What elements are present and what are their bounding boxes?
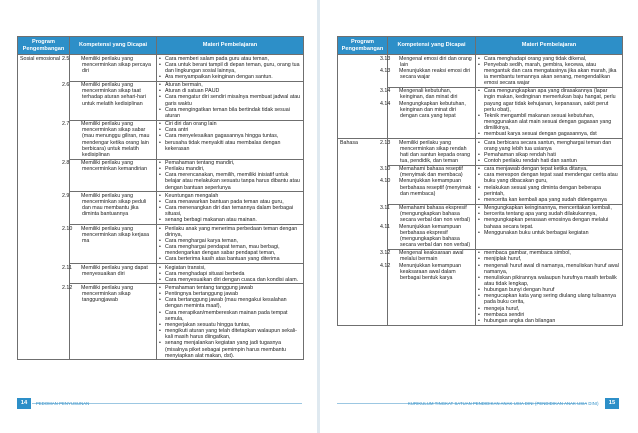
materi-list xyxy=(478,250,620,324)
kompetensi-text: Memiliki perilaku yang mencerminkan sikap tanggungjawab xyxy=(81,284,134,304)
materi-cell xyxy=(157,264,304,284)
kompetensi-cell xyxy=(380,165,476,204)
footer-title: KURIKULUM TINGKAT SATUAN PENDIDIKAN ANAK USIA DINI (PENDIDIKAN ANAK USIA DINI) xyxy=(408,401,599,406)
materi-item: • senang menjalankan kegiatan yang jadi tugasnya (misalnya piket sebagai pemimpin harus membantu menyiapkan alat makan, dst). xyxy=(159,340,301,358)
header-kompetensi: Kompetensi yang Dicapai xyxy=(388,37,476,55)
kompetensi-number: 3.10 xyxy=(380,166,391,173)
materi-item: • mencerita kan kembali apa yang sudah didengarnya xyxy=(478,197,620,203)
materi-item: • membaca gambar, membaca simbol, xyxy=(478,250,620,256)
kompetensi-item xyxy=(380,100,473,119)
kompetensi-text: Menunjukkan reaksi emosi diri secara wajar xyxy=(399,67,471,80)
curriculum-table-right xyxy=(337,36,623,326)
materi-cell xyxy=(476,204,623,249)
materi-list xyxy=(159,121,301,152)
materi-item: • Cara mengatur diri sendiri misalnya membuat jadwal atau garis waktu xyxy=(159,94,301,106)
page-number: 15 xyxy=(605,398,619,409)
kompetensi-item xyxy=(62,160,154,173)
kompetensi-cell xyxy=(62,81,157,120)
table-header-row xyxy=(338,37,623,55)
kompetensi-text: Memiliki perilaku yang mencerminkan sikap rendah hati dan santun kepada orang tua, pendidik, dan teman xyxy=(399,139,471,164)
materi-cell xyxy=(476,55,623,88)
materi-list xyxy=(159,285,301,359)
materi-list xyxy=(478,166,620,203)
materi-item: • menuliskan pikirannya walaupun hurufnya masih terbalik atau tidak lengkap, xyxy=(478,275,620,287)
kompetensi-number: 2.7 xyxy=(62,121,70,128)
materi-item: • Cara menghargai pendapat teman, mau berbagi, mendengarkan dengan sabar pendapat teman, xyxy=(159,244,301,256)
materi-cell xyxy=(476,87,623,138)
materi-list xyxy=(159,160,301,191)
materi-item: • Cara mengungkapkan apa yang dirasakannya (lapar ingin makan, kedinginan memerlukan baju hangat, perlu payung agar tidak kehujanan, kepanasan, sakit perut perlu obat), xyxy=(478,88,620,113)
materi-item: • Aturan bermain, xyxy=(159,82,301,88)
kompetensi-text: Memiliki perilaku yang mencerminkan sikap taat terhadap aturan sehari-hari untuk melatih kedisiplinan xyxy=(81,82,146,107)
materi-cell xyxy=(476,249,623,325)
materi-item: • Keuntungan mengalah xyxy=(159,193,301,199)
materi-list xyxy=(159,193,301,224)
materi-item: • Cara merapikan/membereskan mainan pada tempat semula, xyxy=(159,310,301,322)
materi-item: • mengungkapkan perasaan emosinya dengan melalui bahasa secara tepat. xyxy=(478,217,620,229)
header-materi: Materi Pembelajaran xyxy=(157,37,304,55)
materi-item: • Pemahaman tentang tanggung jawab xyxy=(159,285,301,291)
kompetensi-number: 3.13 xyxy=(380,55,391,62)
materi-list xyxy=(478,140,620,165)
header-kompetensi: Kompetensi yang Dicapai xyxy=(70,37,157,55)
kompetensi-cell xyxy=(380,249,476,325)
materi-cell xyxy=(157,81,304,120)
materi-item: • membuat karya sesuai dengan gagasannya, dst xyxy=(478,131,620,137)
kompetensi-cell xyxy=(380,139,476,166)
materi-item: • Pentingnya bertanggung jawab xyxy=(159,291,301,297)
table-row xyxy=(18,55,304,82)
materi-item: • Cara menawarkan bantuan pada teman atau guru, xyxy=(159,199,301,205)
kompetensi-item xyxy=(62,225,154,244)
kompetensi-text: Mengenal keaksaraan awal melalui bermain xyxy=(399,250,464,263)
materi-cell xyxy=(157,284,304,360)
materi-item: • hubungan bunyi dengan huruf xyxy=(478,287,620,293)
materi-item: • Cara menyelesaikan gagasannya hingga tuntas, xyxy=(159,133,301,139)
kompetensi-item xyxy=(380,250,473,263)
kompetensi-item xyxy=(62,121,154,158)
materi-item: • Cara menghargai karya teman, xyxy=(159,238,301,244)
materi-item: • Cara merencanakan, memilih, memiliki inisiatif untuk belajar atau melakukan sesuatu tanpa harus dibantu atau dengan bantuan seperlunya xyxy=(159,172,301,190)
kompetensi-number: 2.9 xyxy=(62,192,70,199)
kompetensi-text: Menunjukkan kemampuan keaksaraan awal dalam berbagai bentuk karya xyxy=(399,262,462,281)
kompetensi-text: Memahami bahasa ekspresif (mengungkapkan bahasa secara verbal dan non verbal) xyxy=(399,205,471,224)
materi-list xyxy=(159,226,301,263)
materi-item: • Contoh perilaku rendah hati dan santun xyxy=(478,158,620,164)
materi-item: • menjiplak huruf, xyxy=(478,256,620,262)
materi-cell xyxy=(157,120,304,159)
program-cell: Bahasa xyxy=(338,139,388,326)
kompetensi-cell xyxy=(380,55,476,88)
kompetensi-number: 2.12 xyxy=(62,284,73,291)
curriculum-table-left xyxy=(17,36,304,360)
materi-item: • Perilaku mandiri, xyxy=(159,166,301,172)
materi-list xyxy=(159,265,301,283)
kompetensi-number: 4.13 xyxy=(380,67,391,74)
page-number: 14 xyxy=(17,398,31,409)
kompetensi-cell xyxy=(62,159,157,192)
materi-item: • Cara berterima kasih atas bantuan yang diterima xyxy=(159,256,301,262)
kompetensi-text: Menunjukkan kemampuan berbahasa reseptif (menyimak dan membaca) xyxy=(399,178,472,197)
materi-list xyxy=(478,205,620,236)
kompetensi-cell xyxy=(62,55,157,82)
program-cell: Sosial emosional xyxy=(18,55,70,360)
kompetensi-text: Memiliki perilaku yang mencerminkan sikap sabar (mau menunggu giliran, mau mendengar ketika orang lain berbicara) untuk melatih kedisiplinan xyxy=(81,121,150,158)
materi-item: • Cara memberi salam pada guru atau teman, xyxy=(159,56,301,62)
kompetensi-cell xyxy=(62,120,157,159)
materi-item: • Cara antri xyxy=(159,127,301,133)
materi-item: • mengenali huruf awal di namanya, menuliskan huruf awal namanya, xyxy=(478,263,620,275)
materi-item: • Cara menenangkan diri dan temannya dalam berbagai situasi, xyxy=(159,205,301,217)
materi-item: • berusaha tidak menyakiti atau membalas dengan kekerasan xyxy=(159,140,301,152)
materi-cell xyxy=(157,225,304,264)
kompetensi-text: Memiliki perilaku yang mencerminkan sikap peduli dan mau membantu jika diminta bantuannya xyxy=(81,192,147,218)
materi-item: • mengeja huruf, xyxy=(478,306,620,312)
kompetensi-item xyxy=(380,67,473,80)
kompetensi-number: 3.12 xyxy=(380,250,391,257)
table-row xyxy=(338,139,623,166)
kompetensi-number: 2.10 xyxy=(62,225,73,232)
kompetensi-item xyxy=(380,205,473,224)
materi-item: • Cara menyesuaikan diri dengan cuaca dan kondisi alam. xyxy=(159,277,301,283)
materi-item: • mengucapkan kata yang sering diulang ulang tulisannya pada buku cerita, xyxy=(478,293,620,305)
materi-item: • Cara berbicara secara santun, menghargai teman dan orang yang lebih tua usianya xyxy=(478,140,620,152)
materi-item: • melakukan sesuai yang diminta dengan beberapa perintah, xyxy=(478,185,620,197)
materi-item: • mengerjakan sesuatu hingga tuntas, xyxy=(159,322,301,328)
kompetensi-number: 3.14 xyxy=(380,88,391,95)
kompetensi-number: 2.6 xyxy=(62,82,70,89)
kompetensi-cell xyxy=(62,264,157,284)
kompetensi-number: 2.5 xyxy=(62,55,70,62)
materi-item: • Ara menyampaikan keinginan dengan santun. xyxy=(159,74,301,80)
materi-item: • Cara untuk berani tampil di depan teman, guru, orang tua dan lingkungan sosial lainnya, xyxy=(159,62,301,74)
kompetensi-text: Memiliki perilaku yang dapat menyesuaikan diri xyxy=(81,264,148,277)
kompetensi-text: Mengenal emosi diri dan orang lain xyxy=(399,55,472,68)
materi-item: • Perilaku anak yang menerima perbedaan teman dengan dirinya, xyxy=(159,226,301,238)
kompetensi-text: Memahami bahasa reseptif (menyimak dan membaca) xyxy=(399,166,463,179)
materi-cell xyxy=(157,55,304,82)
materi-item: • Penyebab sedih, marah, gembira, kecewa, atau mengantuk dan cara mengatasinya jika akan marah, jika ia membantu temannya akan senang, mengendalikan emosi secara wajar xyxy=(478,62,620,87)
left-page xyxy=(0,0,318,433)
materi-item: • Cara menghadapi situasi berbeda xyxy=(159,271,301,277)
kompetensi-cell xyxy=(62,225,157,264)
kompetensi-cell xyxy=(380,87,476,138)
kompetensi-item xyxy=(380,139,473,165)
kompetensi-number: 3.11 xyxy=(380,205,390,212)
kompetensi-number: 2.8 xyxy=(62,160,70,166)
kompetensi-cell xyxy=(380,204,476,249)
kompetensi-item xyxy=(380,55,473,68)
materi-item: • Cara bertanggung jawab (mau mengakui kesalahan dengan meminta maaf), xyxy=(159,297,301,309)
materi-list xyxy=(159,82,301,119)
kompetensi-number: 4.12 xyxy=(380,262,391,269)
table-header-row xyxy=(18,37,304,55)
kompetensi-item xyxy=(62,192,154,218)
materi-list xyxy=(159,56,301,81)
kompetensi-item xyxy=(380,223,473,249)
materi-cell xyxy=(476,165,623,204)
header-program: Program Pengembangan xyxy=(18,37,70,55)
materi-item: • Cara menghadapi orang yang tidak dikenal, xyxy=(478,56,620,62)
kompetensi-item xyxy=(62,284,154,304)
kompetensi-text: Memiliki perilaku yang mencerminkan kemandirian xyxy=(81,160,148,173)
materi-list xyxy=(478,88,620,137)
header-program: Program Pengembangan xyxy=(338,37,388,55)
materi-item: • bercerita tentang apa yang sudah dilakukannya, xyxy=(478,211,620,217)
kompetensi-text: Mengungkapkan kebutuhan, keinginan dan minat diri dengan cara yang tepat xyxy=(399,100,466,119)
footer-title: PEDOMAN PENYUSUNAN xyxy=(36,401,90,406)
kompetensi-text: Mengenali kebutuhan, keinginan, dan minat diri xyxy=(399,88,458,101)
materi-item: • cara merespon dengan tepat saat mendengar cerita atau buku yang dibacakan guru, xyxy=(478,172,620,184)
materi-item: • hubungan angka dan bilangan xyxy=(478,318,620,324)
kompetensi-item xyxy=(62,82,154,107)
materi-list xyxy=(478,56,620,87)
materi-cell xyxy=(157,192,304,225)
materi-item: • Kegiatan transisi, xyxy=(159,265,301,271)
materi-item: • Aturan di satuan PAUD xyxy=(159,88,301,94)
materi-item: • membaca sendiri xyxy=(478,312,620,318)
materi-item: • mengikuti aturan yang telah ditetapkan walaupun sekali-kali masih harus diingatkan, xyxy=(159,328,301,340)
kompetensi-item xyxy=(380,178,473,197)
kompetensi-number: 2.11 xyxy=(62,264,72,271)
materi-item: • Menggunakan buku untuk berbagai kegiatan xyxy=(478,230,620,236)
materi-item: • cara menjawab dengan tepat ketika ditanya, xyxy=(478,166,620,172)
materi-cell xyxy=(476,139,623,166)
table-row xyxy=(338,55,623,88)
materi-cell xyxy=(157,159,304,192)
kompetensi-cell xyxy=(62,284,157,360)
kompetensi-number: 4.11 xyxy=(380,223,390,230)
kompetensi-text: Memiliki perilaku yang mencerminkan sikap percaya diri xyxy=(81,55,151,74)
kompetensi-text: Memiliki perilaku yang mencerminkan sikap kerjasa ma xyxy=(81,225,150,244)
kompetensi-item xyxy=(62,55,154,74)
right-page xyxy=(320,0,638,433)
materi-item: • Pemahaman tentang mandiri, xyxy=(159,160,301,166)
kompetensi-item xyxy=(62,264,154,277)
kompetensi-text: Menunjukkan kemampuan berbahasa ekspresif (mengungkapkan bahasa secara verbal dan non verbal) xyxy=(399,223,471,249)
kompetensi-number: 2.13 xyxy=(380,139,391,146)
kompetensi-number: 4.10 xyxy=(380,178,391,185)
materi-item: • Mengungkapkan keinginannya, menceritakan kembali, xyxy=(478,205,620,211)
materi-item: • Teknik mengambil makanan sesuai kebutuhan, menggunakan alat main sesuai dengan gagasan yang dimilikinya, xyxy=(478,113,620,131)
kompetensi-cell xyxy=(62,192,157,225)
header-materi: Materi Pembelajaran xyxy=(476,37,623,55)
materi-item: • Pemahaman sikap rendah hati xyxy=(478,152,620,158)
kompetensi-item xyxy=(380,88,473,101)
materi-item: • senang berbagi makanan atau mainan. xyxy=(159,217,301,223)
kompetensi-item xyxy=(380,166,473,179)
materi-item: • Cara mengingatkan teman bila bertindak tidak sesuai aturan xyxy=(159,107,301,119)
kompetensi-item xyxy=(380,262,473,281)
materi-item: • Ciri diri dan orang lain xyxy=(159,121,301,127)
kompetensi-number: 4.14 xyxy=(380,100,391,107)
